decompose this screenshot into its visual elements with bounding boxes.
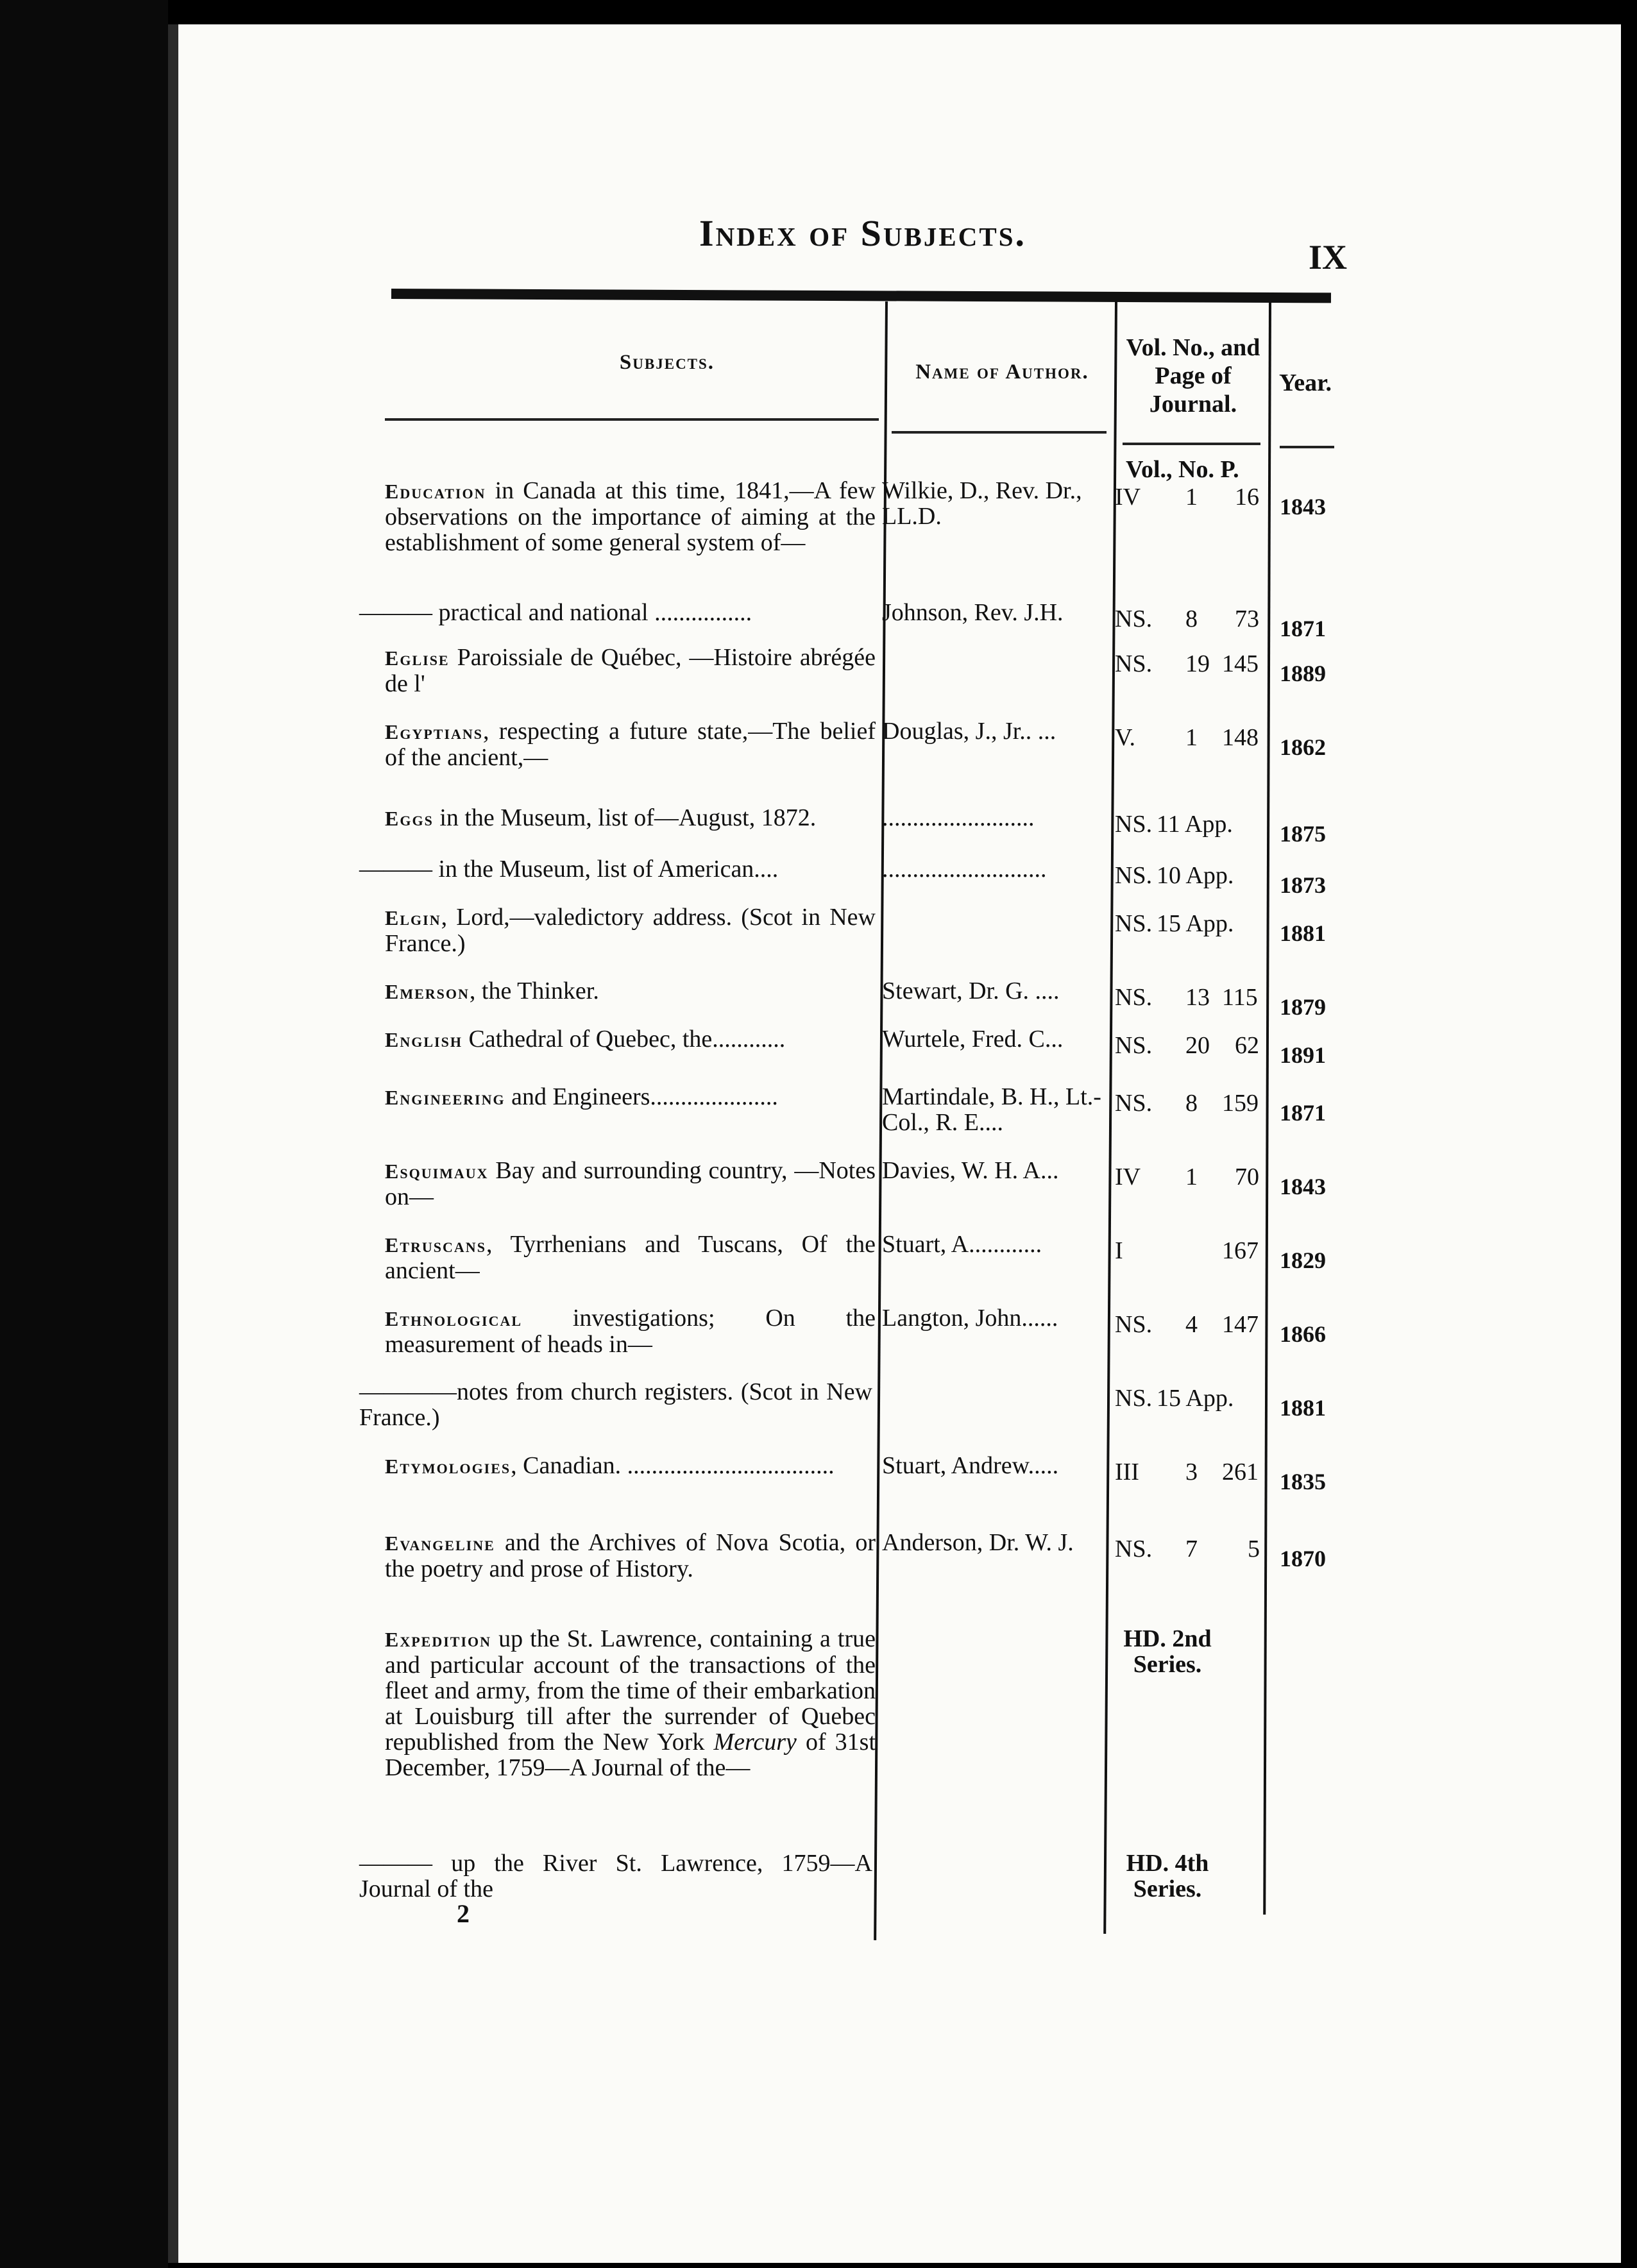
volume: V. — [1115, 724, 1136, 751]
subject-entry — [385, 478, 876, 555]
subject-lead: Eggs — [385, 807, 434, 830]
volume: NS. — [1115, 811, 1153, 838]
year: 1875 — [1280, 821, 1326, 847]
page-ref: 145 — [1222, 650, 1259, 677]
volume: HD. 2nd Series. — [1123, 1625, 1212, 1678]
subject-entry — [359, 1850, 872, 1902]
volume: NS. — [1115, 1032, 1153, 1059]
volume: HD. 4th Series. — [1126, 1850, 1209, 1902]
subject-entry — [385, 1453, 876, 1479]
column-header-year: Year. — [1279, 369, 1332, 396]
subject-entry — [385, 904, 876, 956]
subject-entry — [385, 645, 876, 697]
volume: NS. — [1115, 862, 1153, 889]
subject-entry — [385, 1305, 876, 1357]
author-name: Anderson, Dr. W. J. — [882, 1529, 1074, 1556]
issue-number: 7 — [1185, 1536, 1198, 1562]
page-edge-shadow — [168, 24, 178, 2263]
year: 1866 — [1280, 1321, 1326, 1347]
subject-lead: Eglise — [385, 647, 450, 670]
subject-text: and the Archives of Nova Scotia, or the poetry and prose of History. — [385, 1529, 876, 1582]
year: 1870 — [1280, 1546, 1326, 1571]
subject-lead: Egyptians — [385, 720, 484, 743]
issue-number: 13 — [1185, 984, 1210, 1011]
subject-entry — [385, 1530, 876, 1582]
author-name: Douglas, J., Jr.. ... — [882, 718, 1056, 745]
subject-entry — [359, 600, 872, 625]
issue-number: 1 — [1185, 1164, 1198, 1190]
author-name: Wurtele, Fred. C... — [882, 1026, 1064, 1053]
page-ref: 62 — [1235, 1032, 1259, 1059]
volume: NS. — [1115, 984, 1153, 1011]
year: 1889 — [1280, 661, 1326, 686]
year: 1843 — [1280, 494, 1326, 520]
volume: NS. — [1115, 605, 1153, 632]
issue-number: 8 — [1185, 605, 1198, 632]
volume: NS. — [1115, 910, 1153, 937]
subject-italic: Mercury — [713, 1729, 797, 1756]
subject-text: Cathedral of Quebec, the............ — [462, 1026, 786, 1053]
subject-lead: Elgin — [385, 906, 441, 929]
subject-lead: Etruscans — [385, 1233, 486, 1257]
page-ref: 261 — [1222, 1459, 1259, 1485]
page-ref: 5 — [1248, 1536, 1260, 1562]
volume: NS. — [1115, 1311, 1153, 1338]
issue-number: 1 — [1185, 484, 1198, 511]
author-name: Langton, John...... — [882, 1305, 1058, 1332]
subject-text: , Tyrrhenians and Tuscans, Of the ancient— — [385, 1231, 876, 1284]
page-ref: 73 — [1235, 605, 1259, 632]
volume: III — [1115, 1459, 1139, 1485]
author-name: ........................... — [882, 856, 1047, 883]
author-name: Davies, W. H. A... — [882, 1157, 1059, 1184]
header-underline-year — [1280, 446, 1334, 448]
volume: I — [1115, 1237, 1123, 1264]
header-underline-subjects — [385, 418, 879, 421]
subject-lead: Esquimaux — [385, 1160, 489, 1183]
volume: NS. — [1115, 1385, 1153, 1412]
subject-text: , respecting a future state,—The belief of the ancient,— — [385, 718, 876, 771]
subject-text: in the Museum, list of—August, 1872. — [433, 804, 817, 831]
header-underline-author — [892, 431, 1107, 434]
year: 1835 — [1280, 1469, 1326, 1494]
author-name: Stuart, A............ — [882, 1231, 1042, 1258]
subject-lead: Etymologies — [385, 1455, 511, 1478]
year: 1879 — [1280, 994, 1326, 1020]
subject-text: —notes from church registers. (Scot in New France.) — [359, 1378, 872, 1431]
author-name: ......................... — [882, 804, 1035, 831]
author-name: Wilkie, D., Rev. Dr., LL.D. — [882, 477, 1082, 530]
author-name: Johnson, Rev. J.H. — [882, 599, 1064, 626]
volume: IV — [1115, 1164, 1141, 1190]
subject-entry — [385, 718, 876, 770]
author-name: Stuart, Andrew..... — [882, 1452, 1059, 1479]
issue-number: 11 App. — [1157, 811, 1233, 838]
page-ref: 148 — [1222, 724, 1259, 751]
year: 1871 — [1280, 616, 1326, 641]
subject-entry — [359, 1379, 872, 1430]
year: 1871 — [1280, 1100, 1326, 1126]
year: 1862 — [1280, 734, 1326, 760]
book-spine — [0, 0, 168, 2268]
year: 1891 — [1280, 1042, 1326, 1068]
volume: NS. — [1115, 1090, 1153, 1117]
subject-lead: English — [385, 1028, 462, 1051]
subject-text: and Engineers..................... — [505, 1083, 778, 1110]
subject-text: up the St. Lawrence, containing a true and particular account of the transactions of the fleet and army, from the time of their embarkation at Louisburg till after the surrender of Quebec republished from the New York — [385, 1625, 876, 1756]
page-ref: 147 — [1222, 1311, 1259, 1338]
subject-entry — [359, 856, 872, 882]
issue-number: 8 — [1185, 1090, 1198, 1117]
page-ref: 16 — [1235, 484, 1259, 511]
issue-number: 10 App. — [1157, 862, 1234, 889]
issue-number: 1 — [1185, 724, 1198, 751]
issue-number: 20 — [1185, 1032, 1210, 1059]
subject-lead: Emerson — [385, 980, 470, 1003]
subject-text: in Canada at this time, 1841,—A few observations on the importance of aiming at the establishment of some general system of— — [385, 477, 876, 556]
subject-text: , Lord,—valedictory address. (Scot in New France.) — [385, 904, 876, 957]
page-ref: 115 — [1222, 984, 1258, 1011]
column-header-vol: Vol. No., and Page of Journal. — [1126, 334, 1260, 418]
column-header-subjects: Subjects. — [619, 351, 715, 374]
subject-lead: ——— — [359, 1378, 432, 1405]
subject-lead: Ethnological — [385, 1307, 523, 1330]
subject-text: in the Museum, list of American.... — [432, 856, 779, 883]
issue-number: 4 — [1185, 1311, 1198, 1338]
page-number: IX — [1309, 238, 1348, 276]
subject-text: practical and national ................ — [432, 599, 752, 626]
author-name: Martindale, B. H., Lt.-Col., R. E.... — [882, 1083, 1101, 1136]
subject-entry — [385, 805, 876, 831]
volume: IV — [1115, 484, 1141, 511]
subject-entry — [385, 1026, 876, 1053]
subject-lead: ——— — [359, 1850, 432, 1877]
page-ref: 70 — [1235, 1164, 1259, 1190]
year: 1873 — [1280, 872, 1326, 898]
subject-lead: Evangeline — [385, 1532, 495, 1555]
issue-number: 19 — [1185, 650, 1210, 677]
year: 1881 — [1280, 1395, 1326, 1421]
subject-entry — [385, 978, 876, 1004]
subject-lead: Engineering — [385, 1086, 505, 1109]
subject-text: investigations; On the measurement of heads in— — [385, 1305, 876, 1358]
vol-subheader: Vol., No. P. — [1126, 456, 1239, 483]
subject-entry — [385, 1158, 876, 1210]
subject-text: , the Thinker. — [469, 977, 599, 1004]
subject-lead: ——— — [359, 599, 432, 626]
signature-mark: 2 — [457, 1899, 470, 1928]
subject-lead: Expedition — [385, 1628, 492, 1651]
subject-text: up the River St. Lawrence, 1759—A Journal of the — [359, 1850, 872, 1902]
issue-number: 15 App. — [1157, 1385, 1234, 1412]
issue-number: 3 — [1185, 1459, 1198, 1485]
page-ref: 167 — [1222, 1237, 1259, 1264]
subject-text: , Canadian. .................................. — [511, 1452, 835, 1479]
year: 1843 — [1280, 1174, 1326, 1199]
subject-text: Paroissiale de Québec, —Histoire abrégée de l' — [385, 644, 876, 697]
subject-entry — [385, 1626, 876, 1781]
volume: NS. — [1115, 1536, 1153, 1562]
subject-lead: Education — [385, 480, 486, 503]
year: 1881 — [1280, 920, 1326, 946]
subject-lead: ——— — [359, 856, 432, 883]
subject-text-continued: of 31st December, 1759—A Journal of the— — [385, 1729, 876, 1781]
header-underline-vol — [1123, 443, 1260, 445]
page-title: Index of Subjects. — [699, 212, 1026, 254]
page-ref: 159 — [1222, 1090, 1259, 1117]
year: 1829 — [1280, 1248, 1326, 1273]
author-name: Stewart, Dr. G. .... — [882, 977, 1060, 1004]
column-header-author: Name of Author. — [915, 360, 1089, 384]
issue-number: 15 App. — [1157, 910, 1234, 937]
volume: NS. — [1115, 650, 1153, 677]
subject-text: Bay and surrounding country, —Notes on— — [385, 1157, 876, 1210]
subject-entry — [385, 1231, 876, 1283]
subject-entry — [385, 1084, 876, 1110]
